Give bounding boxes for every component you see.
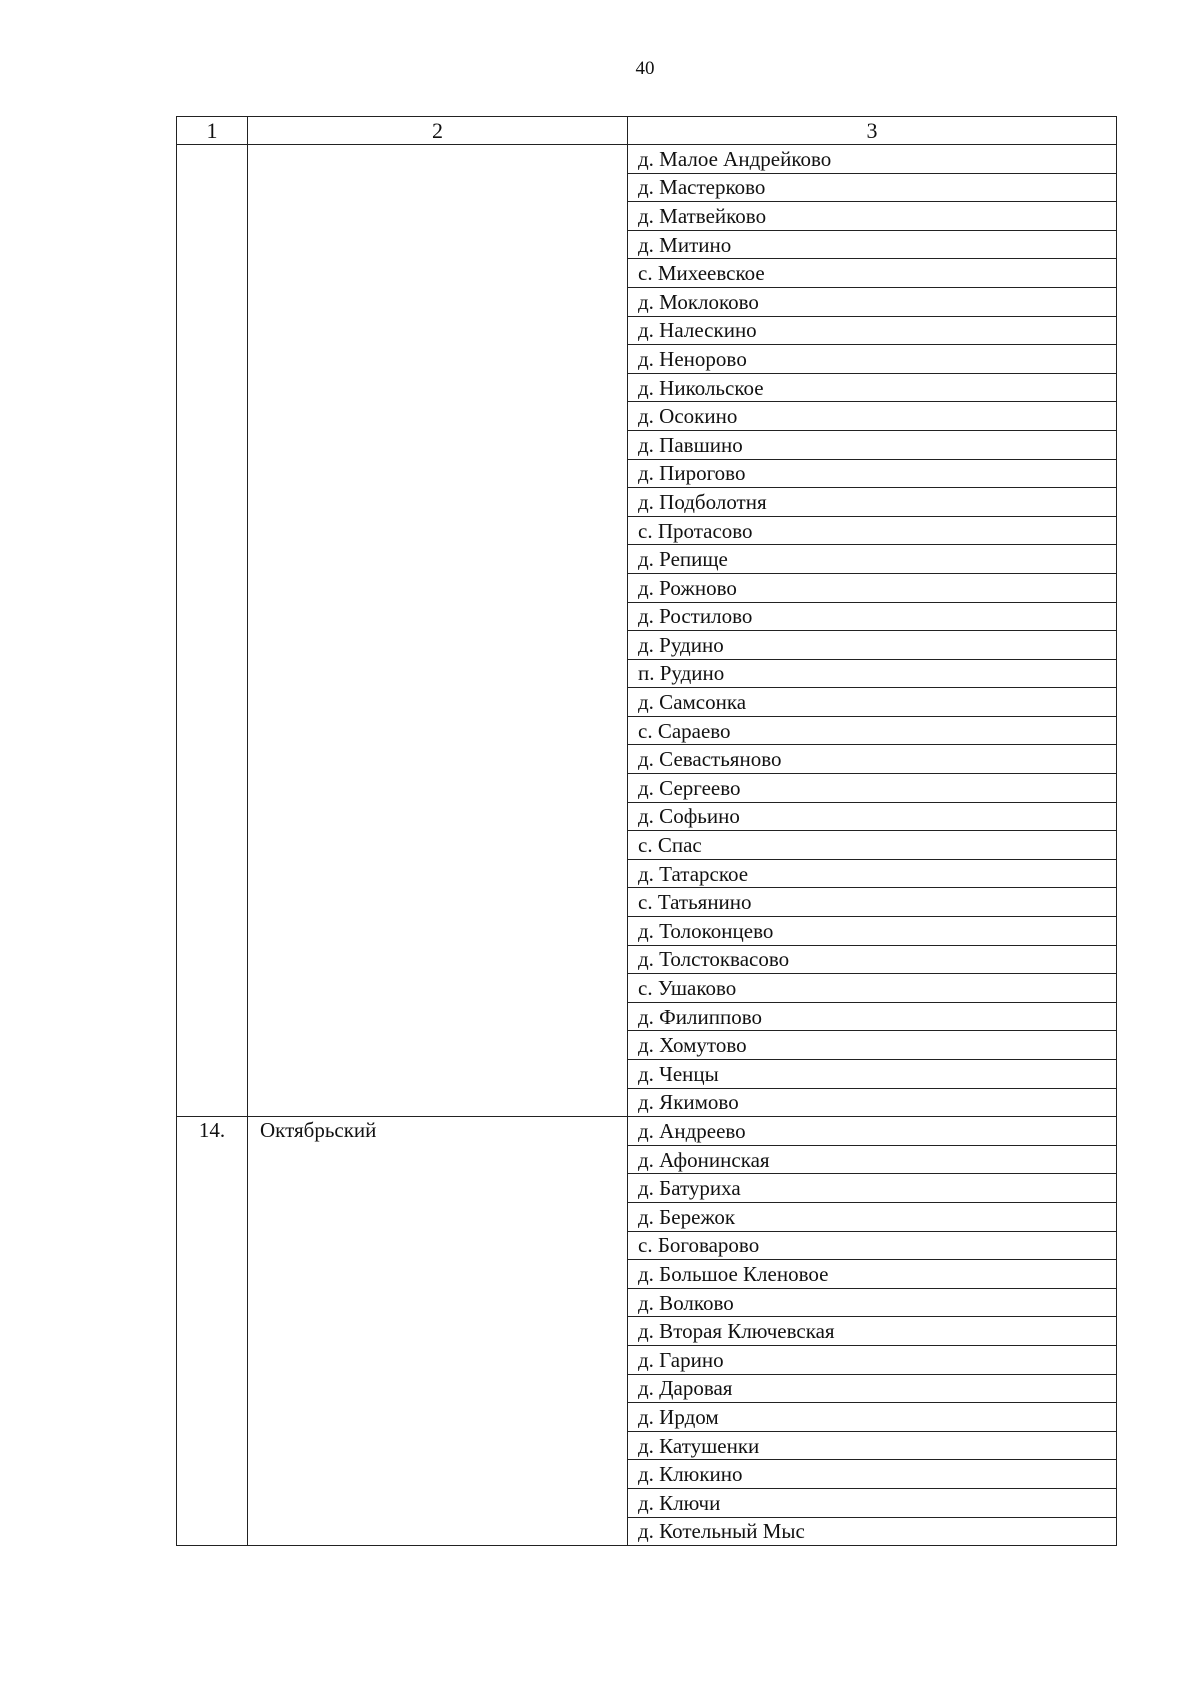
settlement-cell: д. Репище — [628, 545, 1117, 574]
table-header-row — [177, 117, 1117, 145]
settlement-cell: д. Никольское — [628, 373, 1117, 402]
settlement-cell: д. Самсонка — [628, 688, 1117, 717]
settlement-cell: д. Софьино — [628, 802, 1117, 831]
settlement-cell: с. Ушаково — [628, 974, 1117, 1003]
settlement-cell: д. Мастерково — [628, 173, 1117, 202]
table-row — [177, 145, 1117, 174]
settlement-cell: д. Андреево — [628, 1117, 1117, 1146]
settlement-cell: д. Толстоквасово — [628, 945, 1117, 974]
settlement-cell: с. Спас — [628, 831, 1117, 860]
settlement-cell: д. Ирдом — [628, 1403, 1117, 1432]
table-body — [177, 145, 1117, 1546]
settlement-cell: д. Ростилово — [628, 602, 1117, 631]
settlement-cell: д. Матвейково — [628, 202, 1117, 231]
settlement-cell: д. Филиппово — [628, 1002, 1117, 1031]
settlement-cell: д. Неноровo — [628, 345, 1117, 374]
settlement-cell: д. Афонинская — [628, 1145, 1117, 1174]
settlement-cell: д. Рожново — [628, 573, 1117, 602]
settlement-cell: д. Бережок — [628, 1202, 1117, 1231]
settlement-cell: д. Котельный Мыс — [628, 1517, 1117, 1546]
settlement-cell: с. Сараево — [628, 716, 1117, 745]
settlements-table — [176, 116, 1117, 1546]
settlement-cell: д. Батуриха — [628, 1174, 1117, 1203]
settlement-cell: д. Ключи — [628, 1488, 1117, 1517]
settlement-cell: д. Осокино — [628, 402, 1117, 431]
column-header: 1 — [177, 117, 248, 145]
settlement-cell: п. Рудино — [628, 659, 1117, 688]
settlement-cell: д. Малое Андрейково — [628, 145, 1117, 174]
district-name: Октябрьский — [248, 1117, 628, 1546]
settlement-cell: д. Вторая Ключевская — [628, 1317, 1117, 1346]
settlement-cell: д. Катушенки — [628, 1431, 1117, 1460]
settlement-cell: д. Ченцы — [628, 1060, 1117, 1089]
settlement-cell: д. Хомутово — [628, 1031, 1117, 1060]
district-number: 14. — [177, 1117, 248, 1546]
settlement-cell: д. Толоконцево — [628, 917, 1117, 946]
page-number: 40 — [635, 58, 655, 79]
district-number — [177, 145, 248, 1117]
settlement-cell: с. Михеевское — [628, 259, 1117, 288]
settlement-cell: д. Налескино — [628, 316, 1117, 345]
settlement-cell: д. Татарское — [628, 859, 1117, 888]
settlement-cell: д. Павшино — [628, 430, 1117, 459]
column-header: 3 — [628, 117, 1117, 145]
settlement-cell: д. Большое Кленовое — [628, 1260, 1117, 1289]
settlement-cell: д. Митино — [628, 230, 1117, 259]
settlement-cell: д. Пирогово — [628, 459, 1117, 488]
settlement-cell: д. Рудино — [628, 631, 1117, 660]
column-header: 2 — [248, 117, 628, 145]
settlement-cell: д. Даровая — [628, 1374, 1117, 1403]
settlement-cell: д. Подболотня — [628, 488, 1117, 517]
settlement-cell: д. Якимово — [628, 1088, 1117, 1117]
district-name — [248, 145, 628, 1117]
settlement-cell: с. Протасово — [628, 516, 1117, 545]
settlement-cell: д. Клюкино — [628, 1460, 1117, 1489]
settlement-cell: д. Моклоково — [628, 287, 1117, 316]
settlement-cell: с. Татьянино — [628, 888, 1117, 917]
settlement-cell: д. Сергеево — [628, 774, 1117, 803]
settlement-cell: д. Севастьяново — [628, 745, 1117, 774]
table-row — [177, 1117, 1117, 1146]
settlement-cell: д. Гарино — [628, 1345, 1117, 1374]
settlement-cell: с. Боговарово — [628, 1231, 1117, 1260]
settlement-cell: д. Волково — [628, 1288, 1117, 1317]
